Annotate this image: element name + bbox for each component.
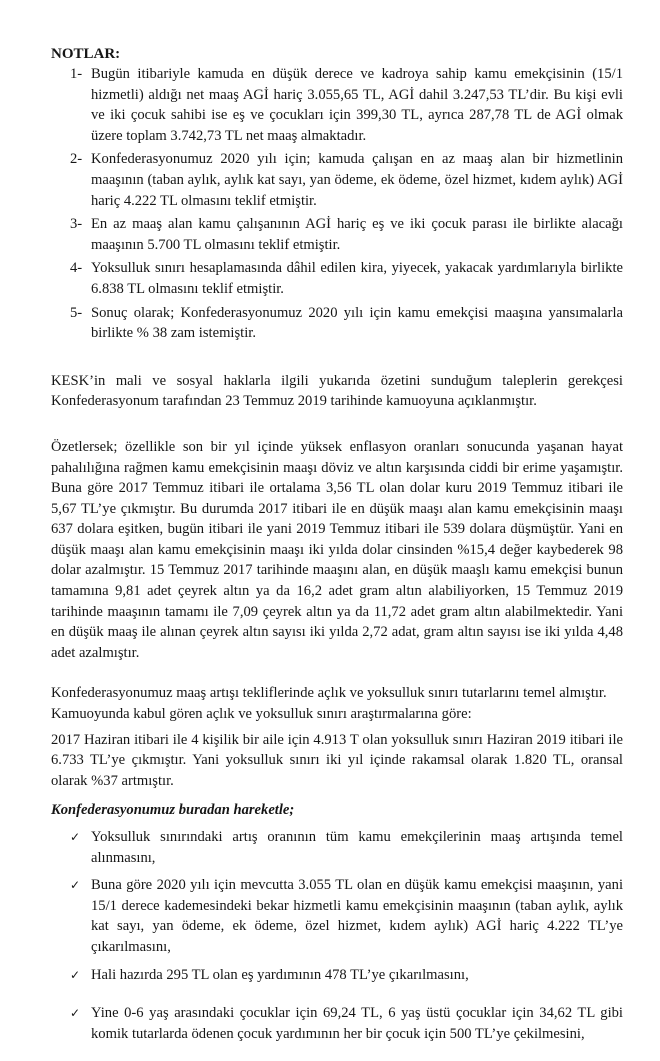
kesk-demands-paragraph: KESK’in mali ve sosyal haklarla ilgili yukarıda özetini sunduğum taleplerin gerekçesi Konfederasyonum tarafından 23 Temmuz 2019 tarihinde kamuoyuna açıklanmıştır. — [51, 372, 623, 410]
demand-item — [51, 965, 623, 986]
note-item — [51, 64, 623, 146]
note-number: 3- — [70, 216, 83, 233]
note-number: 1- — [70, 66, 83, 82]
check-icon: ✓ — [70, 1006, 81, 1021]
note-item — [51, 214, 623, 255]
demand-item — [51, 1003, 623, 1044]
demands-list — [51, 827, 623, 1044]
note-item — [51, 258, 623, 299]
note-item — [51, 149, 623, 211]
demand-text: Hali hazırda 295 TL olan eş yardımının 478 TL’ye çıkarılmasını, — [91, 966, 469, 983]
subheading: Konfederasyonumuz buradan hareketle; — [51, 802, 295, 819]
demand-text: Yoksulluk sınırındaki artış oranının tüm kamu emekçilerinin maaş artışında temel alınmasını, — [91, 829, 623, 866]
demand-text: Buna göre 2020 yılı için mevcutta 3.055 TL olan en düşük kamu emekçisi maaşının, yani 15/1 derece kademesindeki bekar hizmetli kamu emekçisinin maaşının (taban aylık, aylık kat sayı, yan ödeme, ek ödeme, özel hizmet, kıdem aylık) AGİ hariç 4.222 TL’ye çıkarılmasını, — [91, 877, 623, 955]
notes-title: NOTLAR: — [51, 46, 121, 62]
summary-paragraph: Özetlersek; özellikle son bir yıl içinde yüksek enflasyon oranları sonucunda yaşanan hayat pahalılığına rağmen kamu emekçisinin maaşı döviz ve altın karşısında ciddi bir erime yaşamıştır. Buna göre 2017 Temmuz itibari ile ortalama 3,56 TL olan dolar kuru 2019 Temmuz itibari ile 5,67 TL’ye çıkmıştır. Bu durumda 2017 itibari ile en düşük maaşı alan kamu emekçisinin maaşı 637 dolara eşitken, bugün itibari ile yani 2019 Temmuz itibari ile 539 dolara düşmüştür. Yani en düşük maaşı alan kamu emekçisinin maaşı iki yılda dolar cinsinden %15,4 değer kaybederek 98 dolar azalmıştır. 15 Temmuz 2017 tarihinde maaşını alan, en düşük maaşlı kamu emekçisi bunun tamamına 9,81 adet çeyrek altın ya da 16,2 adet gram altın alabiliyorken, 15 Temmuz 2019 tarihinde maaşının tamamı ile 7,09 çeyrek altın ya da 11,72 adet gram altın alabilmektedir. Yani en düşük maaş ile alınan çeyrek altın sayısı iki yılda 2,72 adat, gram altın sayısı ise iki yılda 4,48 adet azalmıştır. — [51, 438, 623, 661]
poverty-basis-line-1: Konfederasyonumuz maaş artışı tekliflerinde açlık ve yoksulluk sınırı tutarlarını temel almıştır. — [51, 685, 607, 702]
check-icon: ✓ — [70, 878, 81, 893]
poverty-line-paragraph: 2017 Haziran itibari ile 4 kişilik bir aile için 4.913 T olan yoksulluk sınırı Haziran 2019 itibari ile 6.733 TL’ye çıkmıştır. Yani yoksulluk sınırı iki yıl içinde rakamsal olarak 1.820 TL, oransal olarak %37 artmıştır. — [51, 731, 623, 789]
note-number: 5- — [70, 304, 83, 321]
poverty-basis-paragraph — [51, 683, 623, 724]
note-text: Yoksulluk sınırı hesaplamasında dâhil edilen kira, yiyecek, yakacak yardımlarıyla birlikte 6.838 TL olmasını teklif etmiştir. — [91, 260, 623, 297]
check-icon: ✓ — [70, 967, 81, 982]
note-text: Sonuç olarak; Konfederasyonumuz 2020 yılı için kamu emekçisi maaşına yansımalarla birlikte % 38 zam istemiştir. — [91, 304, 623, 342]
check-icon: ✓ — [70, 830, 81, 844]
note-text: En az maaş alan kamu çalışanının AGİ hariç eş ve iki çocuk parası ile birlikte alacağı maaşının 5.700 TL olmasını teklif etmiştir. — [91, 216, 623, 253]
note-text: Bugün itibariyle kamuda en düşük derece ve kadroya sahip kamu emekçisinin (15/1 hizmetli) aldığı net maaş AGİ hariç 3.055,65 TL, AGİ dahil 3.247,53 TL’dir. Bu kişi evli ve iki çocuk sahibi ise eş ve çocukları için 399,30 TL, ayrıca 287,78 TL de AGİ olmak üzere toplam 3.742,73 TL net maaş almaktadır. — [91, 66, 623, 144]
demand-text: Yine 0-6 yaş arasındaki çocuklar için 69,24 TL, 6 yaş üstü çocuklar için 34,62 TL gibi komik tutarlarda ödenen çocuk yardımının her bir çocuk için 500 TL’ye çekilmesini, — [91, 1005, 623, 1042]
demand-item — [51, 827, 623, 868]
note-text: Konfederasyonumuz 2020 yılı için; kamuda çalışan en az maaş alan bir hizmetlinin maaşının (taban aylık, aylık kat sayı, yan ödeme, ek ödeme, özel hizmet, kıdem aylık) AGİ hariç 4.222 TL olmasını teklif etmiştir. — [91, 151, 623, 209]
note-number: 4- — [70, 260, 83, 277]
poverty-basis-line-2: Kamuoyunda kabul gören açlık ve yoksulluk sınırı araştırmalarına göre: — [51, 706, 472, 723]
note-item — [51, 303, 623, 344]
note-number: 2- — [70, 151, 83, 168]
demand-item — [51, 875, 623, 957]
notes-list — [51, 64, 623, 344]
